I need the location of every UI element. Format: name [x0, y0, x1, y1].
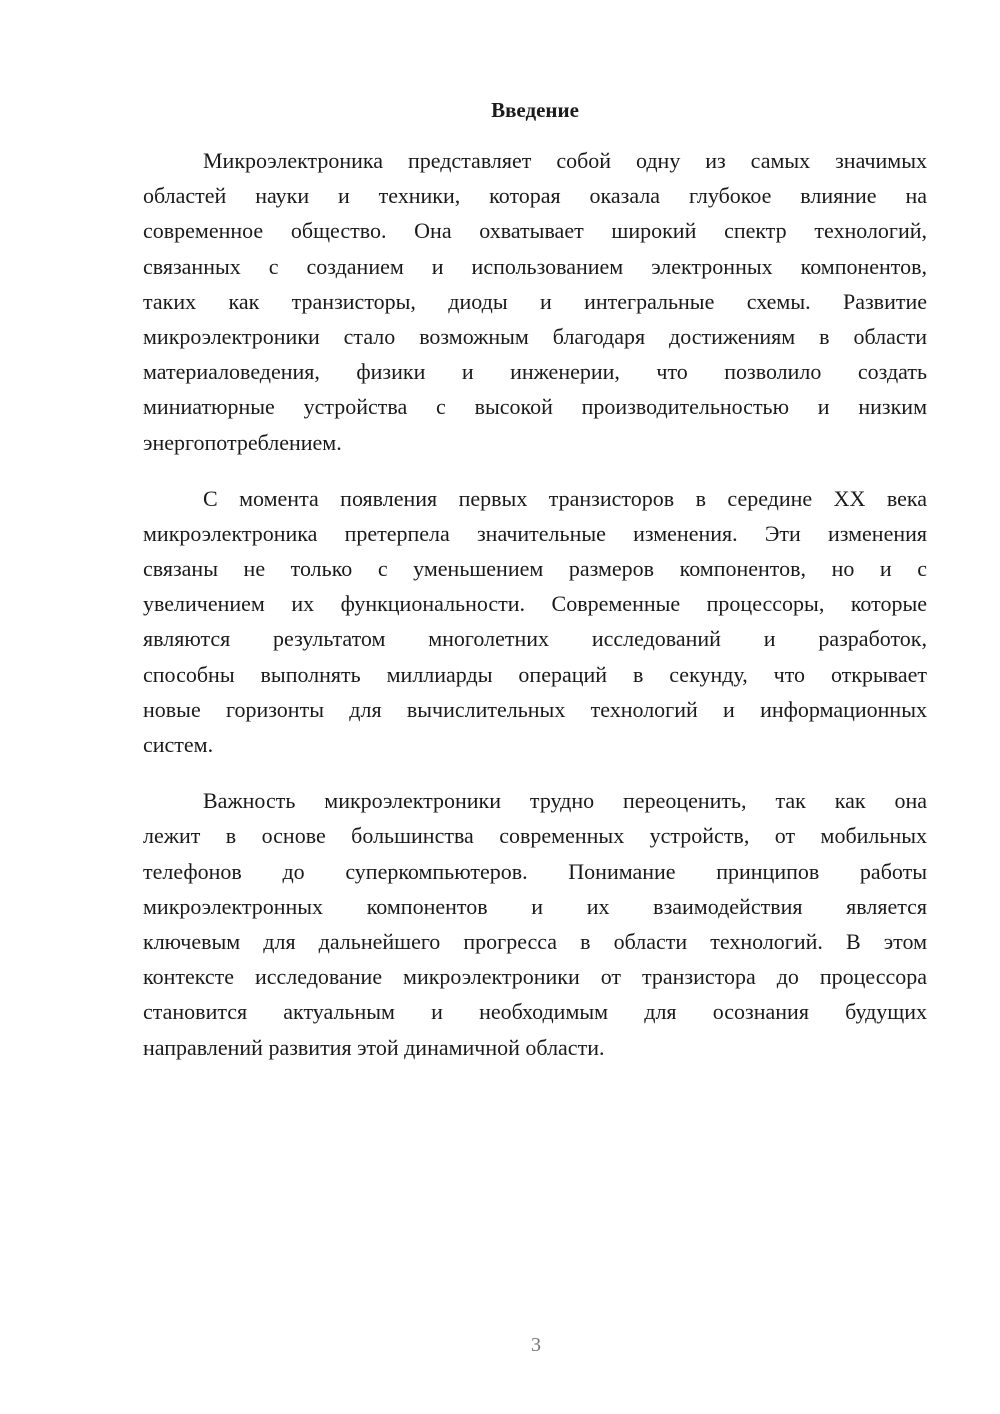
text-line: современное общество. Она охватывает широкий спектр технологий,	[143, 218, 927, 244]
text-line: связаны не только с уменьшением размеров компонентов, но и с	[143, 556, 927, 582]
text-line: микроэлектроники стало возможным благодаря достижениям в области	[143, 323, 927, 349]
text-line: телефонов до суперкомпьютеров. Понимание принципов работы	[143, 858, 927, 884]
paragraph	[143, 481, 927, 763]
text-line: систем.	[143, 732, 214, 757]
text-line: областей науки и техники, которая оказала глубокое влияние на	[143, 183, 927, 209]
text-line: С момента появления первых транзисторов в середине XX века	[203, 485, 927, 511]
paragraph	[143, 783, 927, 1065]
text-line: являются результатом многолетних исследований и разработок,	[143, 626, 927, 652]
document-body	[143, 143, 927, 1086]
text-line: лежит в основе большинства современных устройств, от мобильных	[143, 823, 927, 849]
page-number: 3	[531, 1334, 541, 1356]
text-line: связанных с созданием и использованием электронных компонентов,	[143, 253, 927, 279]
text-line: Микроэлектроника представляет собой одну из самых значимых	[203, 148, 927, 173]
text-line: микроэлектронных компонентов и их взаимодействия является	[143, 893, 927, 919]
text-line: энергопотреблением.	[143, 429, 342, 455]
text-line: контексте исследование микроэлектроники от транзистора до процессора	[143, 964, 927, 990]
text-line: становится актуальным и необходимым для осознания будущих	[143, 999, 927, 1025]
text-line: способны выполнять миллиарды операций в секунду, что открывает	[143, 661, 927, 687]
text-line: таких как транзисторы, диоды и интегральные схемы. Развитие	[143, 288, 927, 314]
text-line: увеличением их функциональности. Современные процессоры, которые	[143, 591, 927, 617]
text-line: материаловедения, физики и инженерии, что позволило создать	[143, 359, 927, 385]
text-line: новые горизонты для вычислительных технологий и информационных	[143, 696, 927, 722]
text-line: Важность микроэлектроники трудно переоценить, так как она	[203, 788, 927, 814]
page-title: Введение	[491, 98, 579, 122]
text-line: миниатюрные устройства с высокой производительностью и низким	[143, 394, 927, 420]
text-line: ключевым для дальнейшего прогресса в области технологий. В этом	[143, 928, 927, 954]
paragraph	[143, 143, 927, 460]
text-line: микроэлектроника претерпела значительные изменения. Эти изменения	[143, 520, 927, 546]
text-line: направлений развития этой динамичной области.	[143, 1034, 605, 1060]
